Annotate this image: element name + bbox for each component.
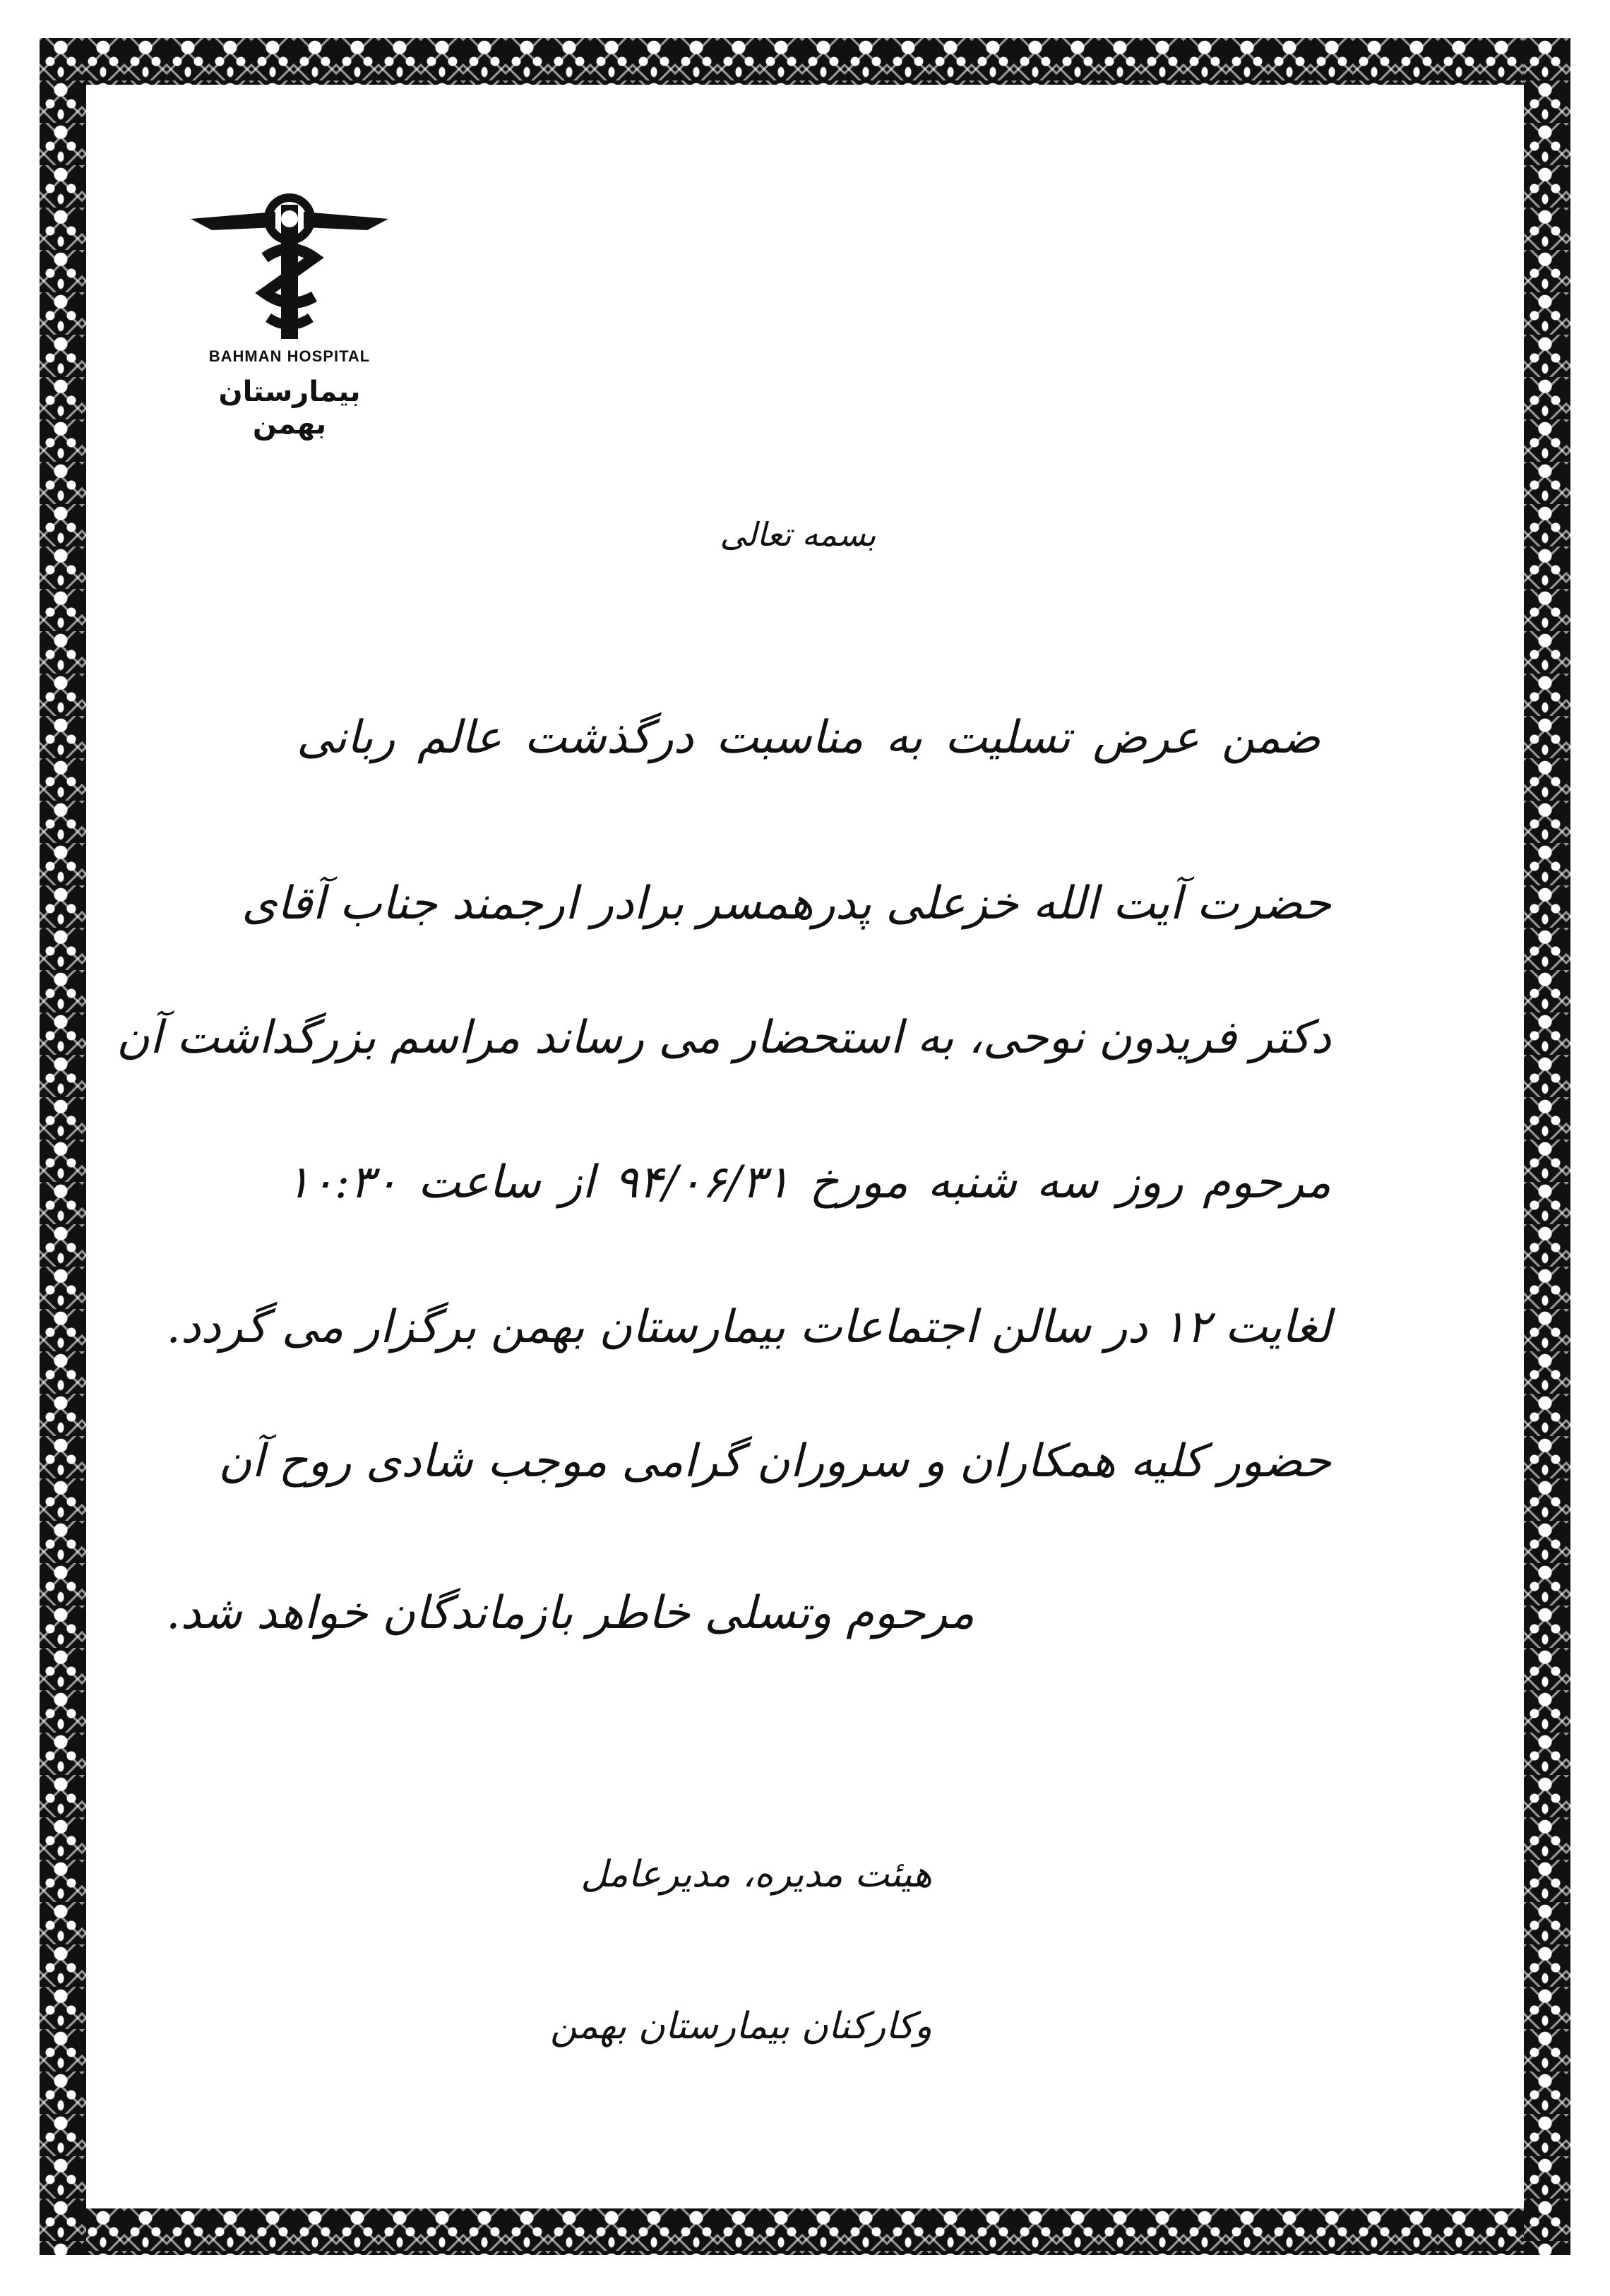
ornamental-border-bottom xyxy=(40,2208,1570,2255)
signature-line: وکارکنان بیمارستان بهمن xyxy=(550,2005,932,2047)
ornamental-border-left xyxy=(40,38,86,2255)
letter-heading: بسمه تعالی xyxy=(720,515,876,554)
letter-line: مرحوم وتسلی خاطر بازماندگان خواهد شد. xyxy=(166,1587,974,1639)
bahman-hospital-emblem-icon xyxy=(191,191,388,346)
letter-line: لغایت ۱۲ در سالن اجتماعات بیمارستان بهمن برگزار می گردد. xyxy=(166,1301,1331,1353)
letter-line: ضمن عرض تسلیت به مناسبت درگذشت عالم ربانی xyxy=(297,712,1320,764)
signature-line: هیئت مدیره، مدیرعامل xyxy=(580,1853,932,1896)
hospital-name-english: BAHMAN HOSPITAL xyxy=(208,347,371,365)
hospital-logo xyxy=(184,191,395,441)
hospital-name-persian: بیمارستان بهمن xyxy=(218,376,361,441)
ornamental-border-top xyxy=(40,38,1570,85)
letter-line: مرحوم روز سه شنبه مورخ ۹۴/۰۶/۳۱ از ساعت ۱۰:۳۰ xyxy=(286,1156,1332,1209)
letter-line: دکتر فریدون نوحی، به استحضار می رساند مراسم بزرگداشت آن xyxy=(116,1012,1331,1064)
letter-line: حضرت آیت الله خزعلی پدرهمسر برادر ارجمند جناب آقای xyxy=(242,878,1331,930)
ornamental-border-right xyxy=(1524,38,1570,2255)
letter-line: حضور کلیه همکاران و سروران گرامی موجب شادی روح آن xyxy=(218,1435,1331,1488)
